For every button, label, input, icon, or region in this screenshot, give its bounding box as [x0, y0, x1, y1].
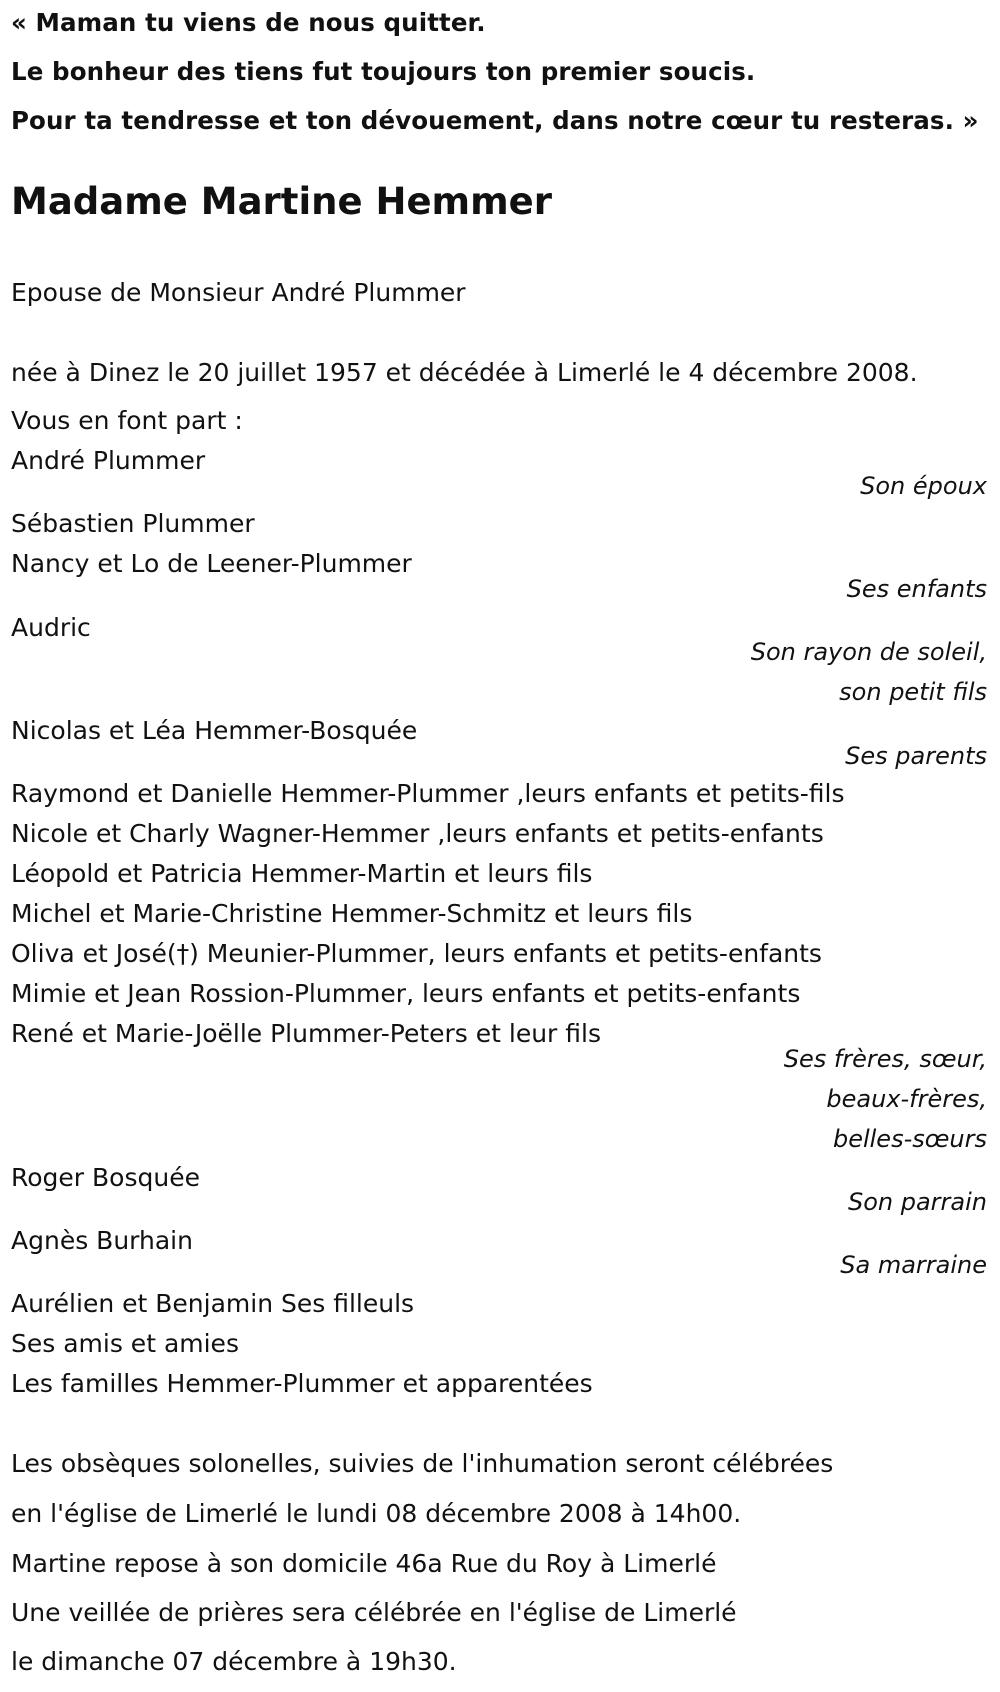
spouse-line: Epouse de Monsieur André Plummer [11, 278, 466, 307]
grandchild-role-line-1: Son rayon de soleil, [750, 638, 987, 666]
quote-line-2: Le bonheur des tiens fut toujours ton premier soucis. [11, 57, 756, 86]
husband-name: André Plummer [11, 446, 206, 475]
siblings-role-line-2: beaux-frères, [826, 1085, 987, 1113]
sibling-line: Léopold et Patricia Hemmer-Martin et leurs fils [11, 859, 593, 888]
sibling-line: Raymond et Danielle Hemmer-Plummer ,leurs enfants et petits-fils [11, 779, 845, 808]
grandchild-role-line-2: son petit fils [839, 678, 987, 706]
sibling-line: Oliva et José(†) Meunier-Plummer, leurs enfants et petits-enfants [11, 939, 822, 968]
quote-line-1: « Maman tu viens de nous quitter. [11, 8, 486, 37]
ceremony-line-4: Une veillée de prières sera célébrée en l'église de Limerlé [11, 1598, 737, 1627]
child-name-1: Sébastien Plummer [11, 509, 255, 538]
page-title: Madame Martine Hemmer [11, 180, 552, 223]
siblings-role-line-1: Ses frères, sœur, [783, 1045, 987, 1073]
godmother-name: Agnès Burhain [11, 1226, 193, 1255]
quote-line-3: Pour ta tendresse et ton dévouement, dans notre cœur tu resteras. » [11, 106, 979, 135]
siblings-role-line-3: belles-sœurs [832, 1125, 987, 1153]
children-role: Ses enfants [846, 575, 987, 603]
godfather-role: Son parrain [847, 1188, 987, 1216]
ceremony-line-5: le dimanche 07 décembre à 19h30. [11, 1647, 457, 1676]
ceremony-line-3: Martine repose à son domicile 46a Rue du Roy à Limerlé [11, 1549, 717, 1578]
families-line: Les familles Hemmer-Plummer et apparentées [11, 1369, 593, 1398]
grandchild-name: Audric [11, 613, 91, 642]
sibling-line: Michel et Marie-Christine Hemmer-Schmitz et leurs fils [11, 899, 693, 928]
sibling-line: Nicole et Charly Wagner-Hemmer ,leurs enfants et petits-enfants [11, 819, 824, 848]
godmother-role: Sa marraine [840, 1251, 987, 1279]
intro-line: Vous en font part : [11, 406, 243, 435]
birth-death-line: née à Dinez le 20 juillet 1957 et décédée à Limerlé le 4 décembre 2008. [11, 358, 918, 387]
godfather-name: Roger Bosquée [11, 1163, 200, 1192]
friends-line: Ses amis et amies [11, 1329, 239, 1358]
sibling-line: Mimie et Jean Rossion-Plummer, leurs enfants et petits-enfants [11, 979, 801, 1008]
parents-name: Nicolas et Léa Hemmer-Bosquée [11, 716, 418, 745]
child-name-2: Nancy et Lo de Leener-Plummer [11, 549, 412, 578]
parents-role: Ses parents [845, 742, 987, 770]
godchildren-line: Aurélien et Benjamin Ses filleuls [11, 1289, 415, 1318]
ceremony-line-1: Les obsèques solonelles, suivies de l'inhumation seront célébrées [11, 1449, 834, 1478]
husband-role: Son époux [860, 472, 987, 500]
ceremony-line-2: en l'église de Limerlé le lundi 08 décembre 2008 à 14h00. [11, 1499, 742, 1528]
sibling-line: René et Marie-Joëlle Plummer-Peters et leur fils [11, 1019, 602, 1048]
